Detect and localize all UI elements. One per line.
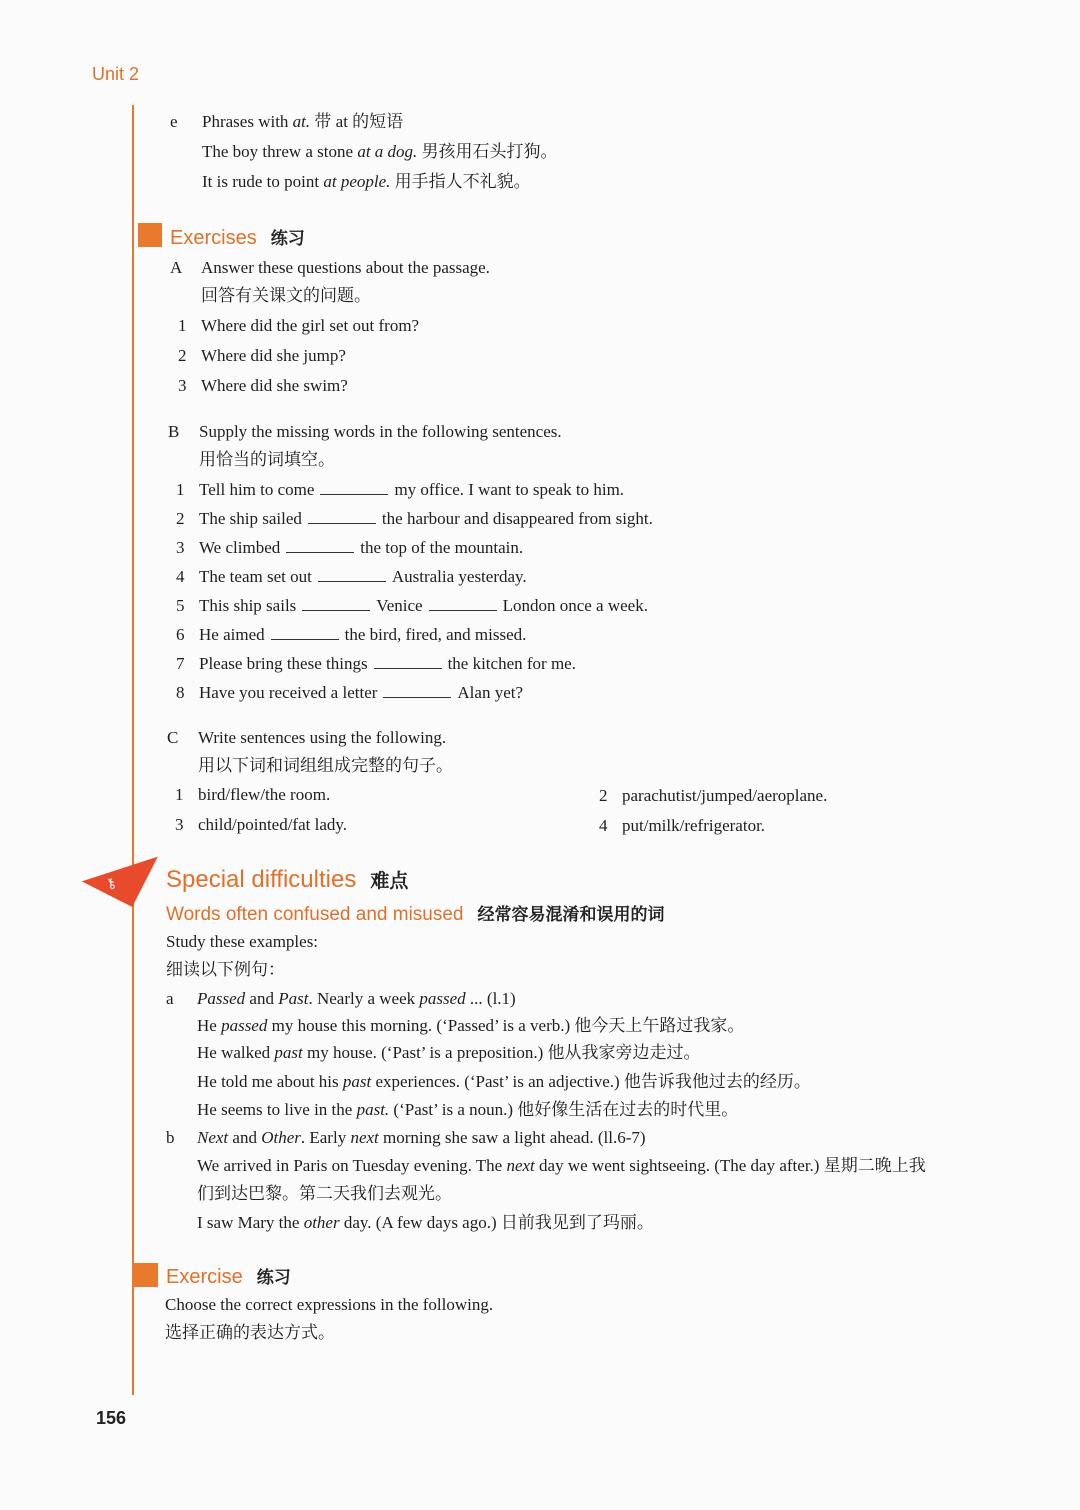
example-a-line: He seems to live in the past. (‘Past’ is a noun.) 他好像生活在过去的时代里。 [197, 1100, 739, 1119]
blank-line [320, 480, 388, 495]
exercise-c-num: 2 [599, 786, 608, 805]
exercise-title: Exercise 练习 [166, 1266, 291, 1288]
example-a-heading: Passed and Past. Nearly a week passed ... (l.1) [197, 989, 516, 1008]
exercise-c-item: parachutist/jumped/aeroplane. [622, 786, 828, 805]
exercise-a-num: 2 [178, 346, 187, 365]
example-a-line: He told me about his past experiences. (‘Past’ is an adjective.) 他告诉我他过去的经历。 [197, 1072, 811, 1091]
exercise-instruction-cn: 选择正确的表达方式。 [165, 1323, 335, 1342]
exercise-c-instruction-cn: 用以下词和词组组成完整的句子。 [198, 756, 453, 775]
exercise-b-num: 3 [176, 538, 185, 557]
exercise-b-item: Have you received a letter Alan yet? [199, 683, 524, 702]
example-a-letter: a [166, 989, 174, 1008]
section-e-letter: e [170, 112, 178, 131]
special-difficulties-title: Special difficulties 难点 [166, 866, 409, 893]
example-b-letter: b [166, 1128, 175, 1147]
exercise-a-letter: A [170, 258, 183, 277]
blank-line [429, 596, 497, 611]
example-b-line: 们到达巴黎。第二天我们去观光。 [197, 1184, 452, 1203]
blank-line [374, 654, 442, 669]
exercise-a-item: Where did she jump? [201, 346, 346, 365]
exercise-b-num: 8 [176, 683, 185, 702]
exercise-a-instruction: Answer these questions about the passage. [201, 258, 490, 277]
blank-line [383, 683, 451, 698]
exercise-b-item: Please bring these things the kitchen for me. [199, 654, 576, 673]
exercise-b-item: We climbed the top of the mountain. [199, 538, 524, 557]
exercise-b-item: The ship sailed the harbour and disappeared from sight. [199, 509, 653, 528]
exercise-b-letter: B [168, 422, 180, 441]
exercises-title: Exercises 练习 [170, 227, 305, 249]
exercise-b-num: 5 [176, 596, 185, 615]
blank-line [308, 509, 376, 524]
exercise-b-item: He aimed the bird, fired, and missed. [199, 625, 527, 644]
exercise-b-num: 7 [176, 654, 185, 673]
exercise-c-item: put/milk/refrigerator. [622, 816, 766, 835]
exercise-b-num: 1 [176, 480, 185, 499]
exercises-marker [138, 223, 162, 247]
exercise-a-item: Where did the girl set out from? [201, 316, 420, 335]
key-icon: ⚷ [103, 874, 120, 894]
example-b-line: We arrived in Paris on Tuesday evening. The next day we went sightseeing. (The day after.) 星期二晚上我 [197, 1156, 926, 1175]
exercise-a-num: 3 [178, 376, 187, 395]
exercise-b-item: This ship sails Venice London once a week. [199, 596, 648, 615]
blank-line [302, 596, 370, 611]
section-e-heading: Phrases with at. 带 at 的短语 [202, 112, 404, 131]
unit-label: Unit 2 [92, 64, 140, 84]
blank-line [318, 567, 386, 582]
exercise-instruction: Choose the correct expressions in the following. [165, 1295, 494, 1314]
exercise-b-instruction: Supply the missing words in the following sentences. [199, 422, 562, 441]
example-b-heading: Next and Other. Early next morning she saw a light ahead. (ll.6-7) [197, 1128, 646, 1147]
exercise-b-num: 6 [176, 625, 185, 644]
example-a-line: He passed my house this morning. (‘Passed’ is a verb.) 他今天上午路过我家。 [197, 1016, 745, 1035]
page-number: 156 [96, 1408, 127, 1428]
exercise-c-item: bird/flew/the room. [198, 785, 331, 804]
exercise-a-instruction-cn: 回答有关课文的问题。 [201, 286, 371, 305]
exercise-b-item: Tell him to come my office. I want to speak to him. [199, 480, 625, 499]
exercise-b-num: 2 [176, 509, 185, 528]
exercise-a-num: 1 [178, 316, 187, 335]
example-a-line: He walked past my house. (‘Past’ is a preposition.) 他从我家旁边走过。 [197, 1043, 701, 1062]
section-e-example-2: It is rude to point at people. 用手指人不礼貌。 [202, 172, 531, 191]
exercise-b-num: 4 [176, 567, 185, 586]
example-b-line: I saw Mary the other day. (A few days ago.) 日前我见到了玛丽。 [197, 1213, 654, 1232]
exercise-a-item: Where did she swim? [201, 376, 348, 395]
exercise-c-num: 3 [175, 815, 184, 834]
exercise-c-letter: C [167, 728, 179, 747]
margin-rule [132, 105, 134, 1395]
blank-line [286, 538, 354, 553]
study-instruction: Study these examples: [166, 932, 319, 951]
exercise-marker [134, 1263, 158, 1287]
confused-words-subtitle: Words often confused and misused 经常容易混淆和误用的词 [166, 904, 665, 925]
blank-line [271, 625, 339, 640]
key-marker [82, 857, 170, 920]
exercise-b-instruction-cn: 用恰当的词填空。 [199, 450, 335, 469]
exercise-c-num: 1 [175, 785, 184, 804]
exercise-b-item: The team set out Australia yesterday. [199, 567, 527, 586]
section-e-example-1: The boy threw a stone at a dog. 男孩用石头打狗。 [202, 142, 558, 161]
study-instruction-cn: 细读以下例句： [166, 960, 285, 979]
exercise-c-instruction: Write sentences using the following. [198, 728, 447, 747]
exercise-c-num: 4 [599, 816, 608, 835]
exercise-c-item: child/pointed/fat lady. [198, 815, 348, 834]
